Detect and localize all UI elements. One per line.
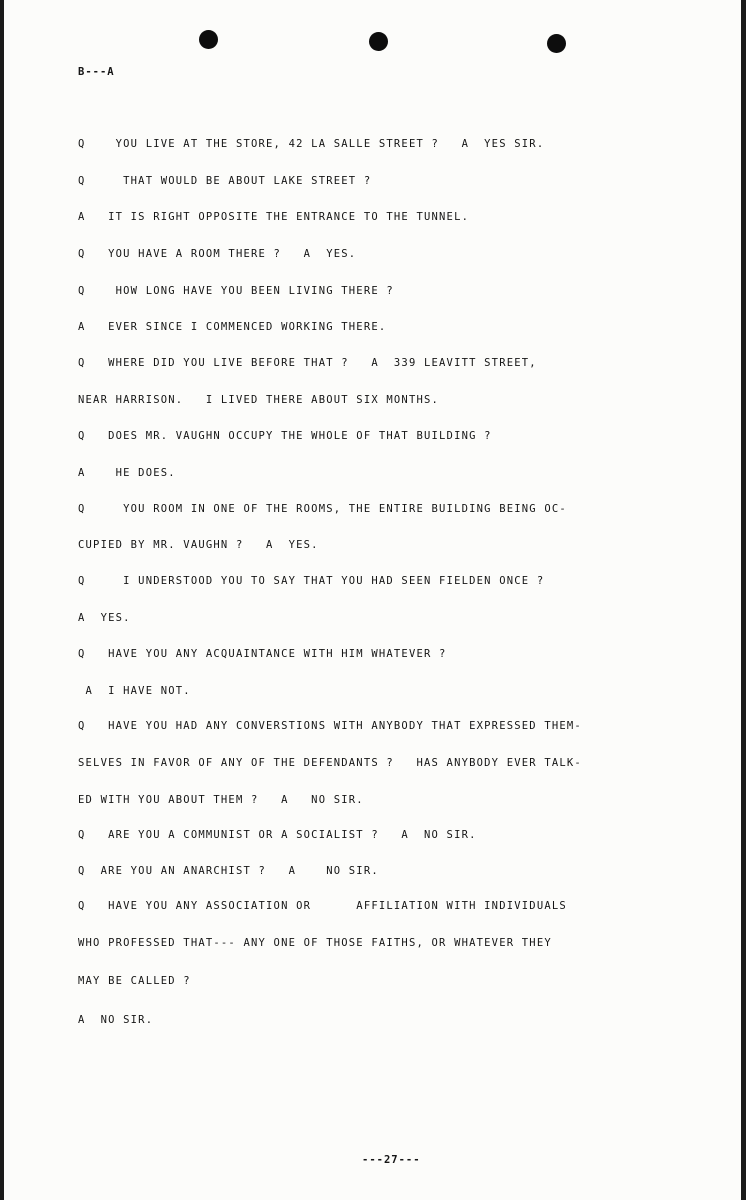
transcript-line: ED WITH YOU ABOUT THEM ? A NO SIR. [78, 794, 364, 806]
transcript-line: Q YOU ROOM IN ONE OF THE ROOMS, THE ENTIRE BUILDING BEING OC- [78, 503, 567, 515]
transcript-line: A I HAVE NOT. [78, 685, 191, 697]
transcript-line: Q HAVE YOU ANY ASSOCIATION OR AFFILIATION WITH INDIVIDUALS [78, 900, 567, 912]
transcript-line: Q HAVE YOU HAD ANY CONVERSTIONS WITH ANYBODY THAT EXPRESSED THEM- [78, 720, 582, 732]
page-left-edge [0, 0, 4, 1200]
transcript-line: Q HOW LONG HAVE YOU BEEN LIVING THERE ? [78, 285, 394, 297]
transcript-line: Q WHERE DID YOU LIVE BEFORE THAT ? A 339 LEAVITT STREET, [78, 357, 537, 369]
transcript-line: Q ARE YOU AN ANARCHIST ? A NO SIR. [78, 865, 379, 877]
transcript-line: Q I UNDERSTOOD YOU TO SAY THAT YOU HAD SEEN FIELDEN ONCE ? [78, 575, 545, 587]
transcript-line: SELVES IN FAVOR OF ANY OF THE DEFENDANTS ? HAS ANYBODY EVER TALK- [78, 757, 582, 769]
page-right-edge [741, 0, 746, 1200]
transcript-line: A EVER SINCE I COMMENCED WORKING THERE. [78, 321, 387, 333]
transcript-line: A NO SIR. [78, 1014, 154, 1026]
punch-hole-center [369, 32, 388, 51]
transcript-line: CUPIED BY MR. VAUGHN ? A YES. [78, 539, 319, 551]
punch-hole-right [547, 34, 566, 53]
transcript-line: NEAR HARRISON. I LIVED THERE ABOUT SIX MONTHS. [78, 394, 440, 406]
punch-hole-left [199, 30, 218, 49]
transcript-line: Q DOES MR. VAUGHN OCCUPY THE WHOLE OF THAT BUILDING ? [78, 430, 492, 442]
transcript-line: A IT IS RIGHT OPPOSITE THE ENTRANCE TO THE TUNNEL. [78, 211, 470, 223]
header-code: B---A [78, 66, 115, 78]
transcript-line: A HE DOES. [78, 467, 176, 479]
transcript-line: Q HAVE YOU ANY ACQUAINTANCE WITH HIM WHATEVER ? [78, 648, 447, 660]
page-number: ---27--- [362, 1154, 421, 1166]
transcript-line: Q YOU LIVE AT THE STORE, 42 LA SALLE STREET ? A YES SIR. [78, 138, 545, 150]
transcript-line: A YES. [78, 612, 131, 624]
transcript-line: Q THAT WOULD BE ABOUT LAKE STREET ? [78, 175, 372, 187]
transcript-line: MAY BE CALLED ? [78, 975, 191, 987]
transcript-line: Q ARE YOU A COMMUNIST OR A SOCIALIST ? A NO SIR. [78, 829, 477, 841]
transcript-line: WHO PROFESSED THAT--- ANY ONE OF THOSE FAITHS, OR WHATEVER THEY [78, 937, 552, 949]
transcript-line: Q YOU HAVE A ROOM THERE ? A YES. [78, 248, 357, 260]
